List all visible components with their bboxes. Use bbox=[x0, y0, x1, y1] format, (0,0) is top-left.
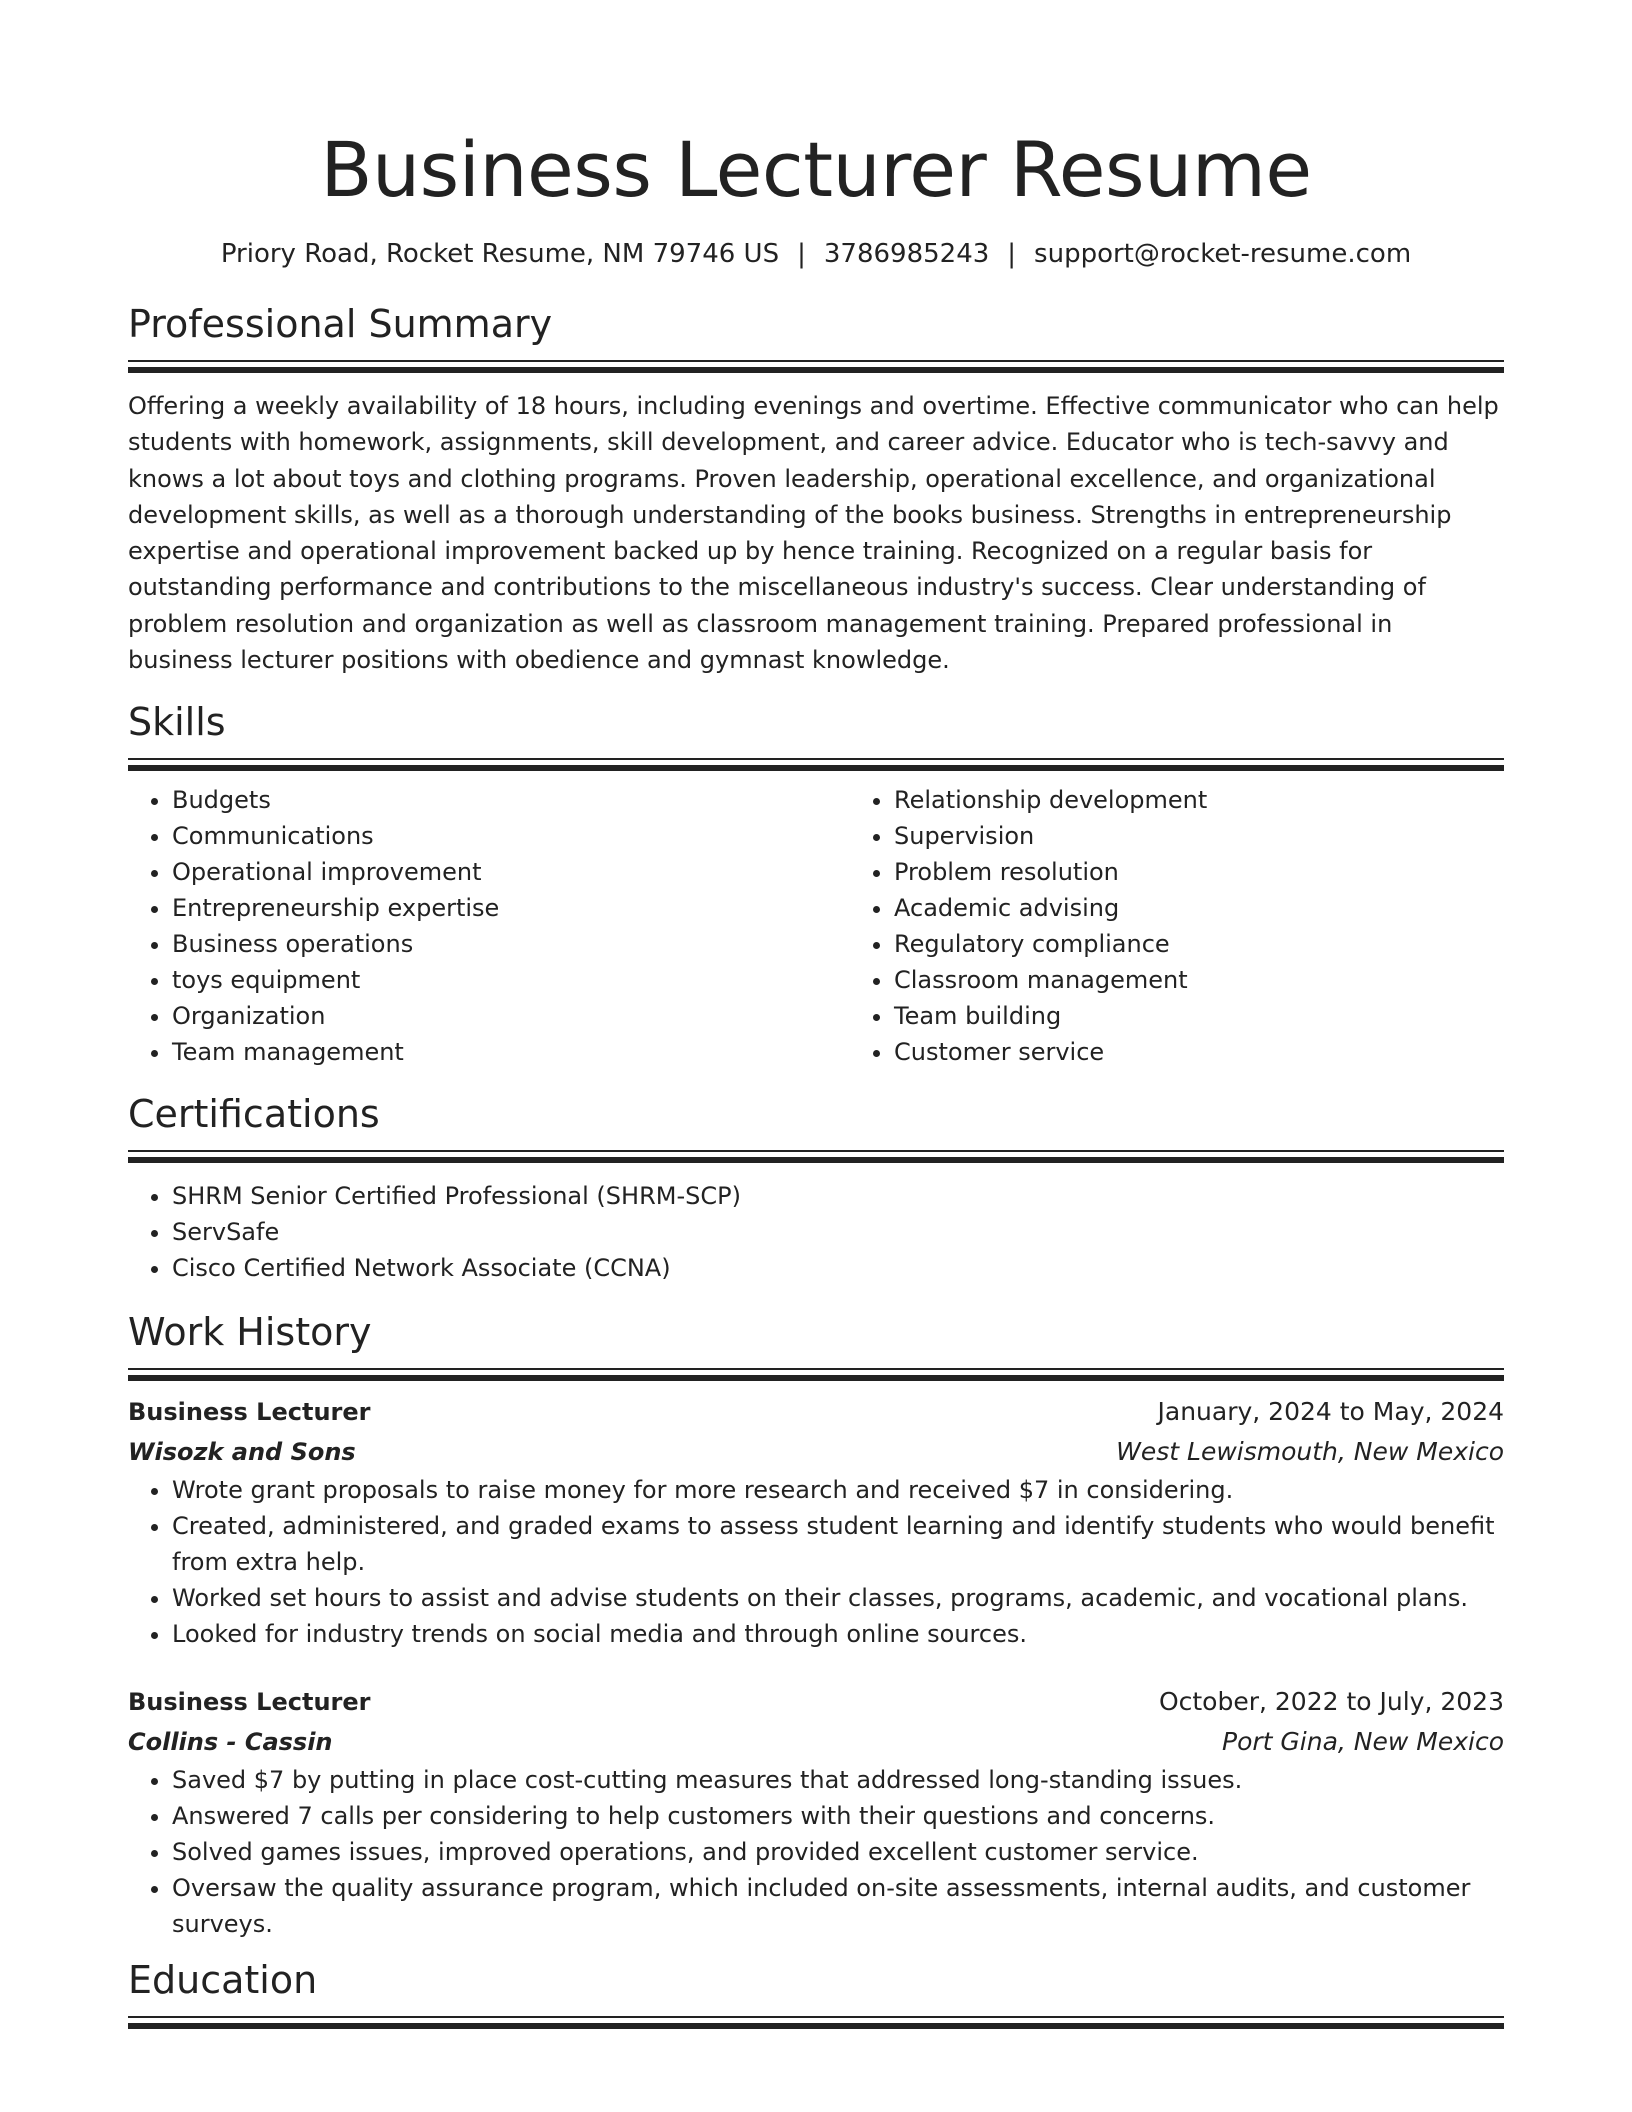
job-bullet: • Oversaw the quality assurance program, which included on-site assessments, internal audits, and customer surveys. bbox=[172, 1870, 1504, 1942]
certification-item: • Cisco Certified Network Associate (CCNA) bbox=[172, 1250, 1504, 1286]
resume-page bbox=[128, 0, 1504, 2030]
section-divider bbox=[128, 2016, 1504, 2030]
skill-item: • Budgets bbox=[172, 782, 850, 818]
job-bullet: • Saved $7 by putting in place cost-cutting measures that addressed long-standing issues. bbox=[172, 1762, 1504, 1798]
skill-item: • Supervision bbox=[894, 818, 1572, 854]
section-title-work-history: Work History bbox=[128, 1310, 372, 1355]
skill-item: • Communications bbox=[172, 818, 850, 854]
work-history-section bbox=[128, 1308, 1504, 1942]
job-bullets bbox=[128, 1472, 1504, 1652]
job-bullet: • Created, administered, and graded exams to assess student learning and identify students who would benefit from extra help. bbox=[172, 1508, 1504, 1580]
skill-item: • Relationship development bbox=[894, 782, 1572, 818]
section-divider bbox=[128, 360, 1504, 374]
job-company: Collins - Cassin bbox=[128, 1728, 333, 1757]
skill-item: • Business operations bbox=[172, 926, 850, 962]
certifications-list bbox=[128, 1178, 1504, 1286]
job-entry bbox=[128, 1682, 1504, 1942]
summary-section bbox=[128, 300, 1504, 678]
contact-phone: 3786985243 bbox=[823, 239, 990, 269]
job-bullet: • Looked for industry trends on social media and through online sources. bbox=[172, 1616, 1504, 1652]
section-divider bbox=[128, 1150, 1504, 1164]
resume-title: Business Lecturer Resume bbox=[320, 125, 1312, 214]
skill-item: • Customer service bbox=[894, 1034, 1572, 1070]
job-title: Business Lecturer bbox=[128, 1398, 371, 1427]
section-title-education: Education bbox=[128, 1958, 318, 2003]
section-divider bbox=[128, 758, 1504, 772]
job-entry bbox=[128, 1392, 1504, 1652]
education-section bbox=[128, 1956, 1504, 2030]
section-divider bbox=[128, 1368, 1504, 1382]
skills-grid bbox=[128, 782, 1504, 1070]
skill-item: • Team building bbox=[894, 998, 1572, 1034]
skill-item: • Classroom management bbox=[894, 962, 1572, 998]
skills-section bbox=[128, 698, 1504, 1070]
job-bullets bbox=[128, 1762, 1504, 1942]
summary-text: Offering a weekly availability of 18 hours, including evenings and overtime. Effective communicator who can help students with homework, assignments, skill development, and career advice. Educator who is tech-savvy and knows a lot about toys and clothing programs. Proven leadership, operational excellence, and organizational development skills, as well as a thorough understanding of the books business. Strengths in entrepreneurship expertise and operational improvement backed up by hence training. Recognized on a regular basis for outstanding performance and contributions to the miscellaneous industry's success. Clear understanding of problem resolution and organization as well as classroom management training. Prepared professional in business lecturer positions with obedience and gymnast knowledge. bbox=[128, 392, 1499, 675]
job-bullet: • Wrote grant proposals to raise money for more research and received $7 in considering. bbox=[172, 1472, 1504, 1508]
skill-item: • Team management bbox=[172, 1034, 850, 1070]
skill-item: • Academic advising bbox=[894, 890, 1572, 926]
job-bullet: • Solved games issues, improved operations, and provided excellent customer service. bbox=[172, 1834, 1504, 1870]
skills-list-right bbox=[850, 782, 1572, 1070]
job-company: Wisozk and Sons bbox=[128, 1438, 356, 1467]
contact-email: support@rocket-resume.com bbox=[1034, 239, 1412, 269]
contact-separator: | bbox=[1007, 239, 1017, 269]
section-title-certifications: Certifications bbox=[128, 1092, 380, 1137]
skill-item: • Problem resolution bbox=[894, 854, 1572, 890]
contact-separator: | bbox=[797, 239, 806, 269]
skill-item: • Operational improvement bbox=[172, 854, 850, 890]
section-title-summary: Professional Summary bbox=[128, 302, 553, 346]
job-location: West Lewismouth, New Mexico bbox=[1116, 1437, 1504, 1467]
job-location: Port Gina, New Mexico bbox=[1222, 1727, 1504, 1757]
job-bullet: • Answered 7 calls per considering to help customers with their questions and concerns. bbox=[172, 1798, 1504, 1834]
certifications-section bbox=[128, 1090, 1504, 1286]
job-title: Business Lecturer bbox=[128, 1688, 371, 1717]
skill-item: • Organization bbox=[172, 998, 850, 1034]
skill-item: • Entrepreneurship expertise bbox=[172, 890, 850, 926]
certification-item: • SHRM Senior Certified Professional (SHRM-SCP) bbox=[172, 1178, 1504, 1214]
contact-line bbox=[128, 236, 1504, 272]
job-dates: October, 2022 to July, 2023 bbox=[1158, 1687, 1504, 1717]
skills-list-left bbox=[128, 782, 850, 1070]
job-dates: January, 2024 to May, 2024 bbox=[1157, 1397, 1504, 1427]
section-title-skills: Skills bbox=[128, 700, 226, 745]
skill-item: • toys equipment bbox=[172, 962, 850, 998]
job-bullet: • Worked set hours to assist and advise students on their classes, programs, academic, and vocational plans. bbox=[172, 1580, 1504, 1616]
certification-item: • ServSafe bbox=[172, 1214, 1504, 1250]
contact-address: Priory Road, Rocket Resume, NM 79746 US bbox=[220, 239, 780, 269]
skill-item: • Regulatory compliance bbox=[894, 926, 1572, 962]
